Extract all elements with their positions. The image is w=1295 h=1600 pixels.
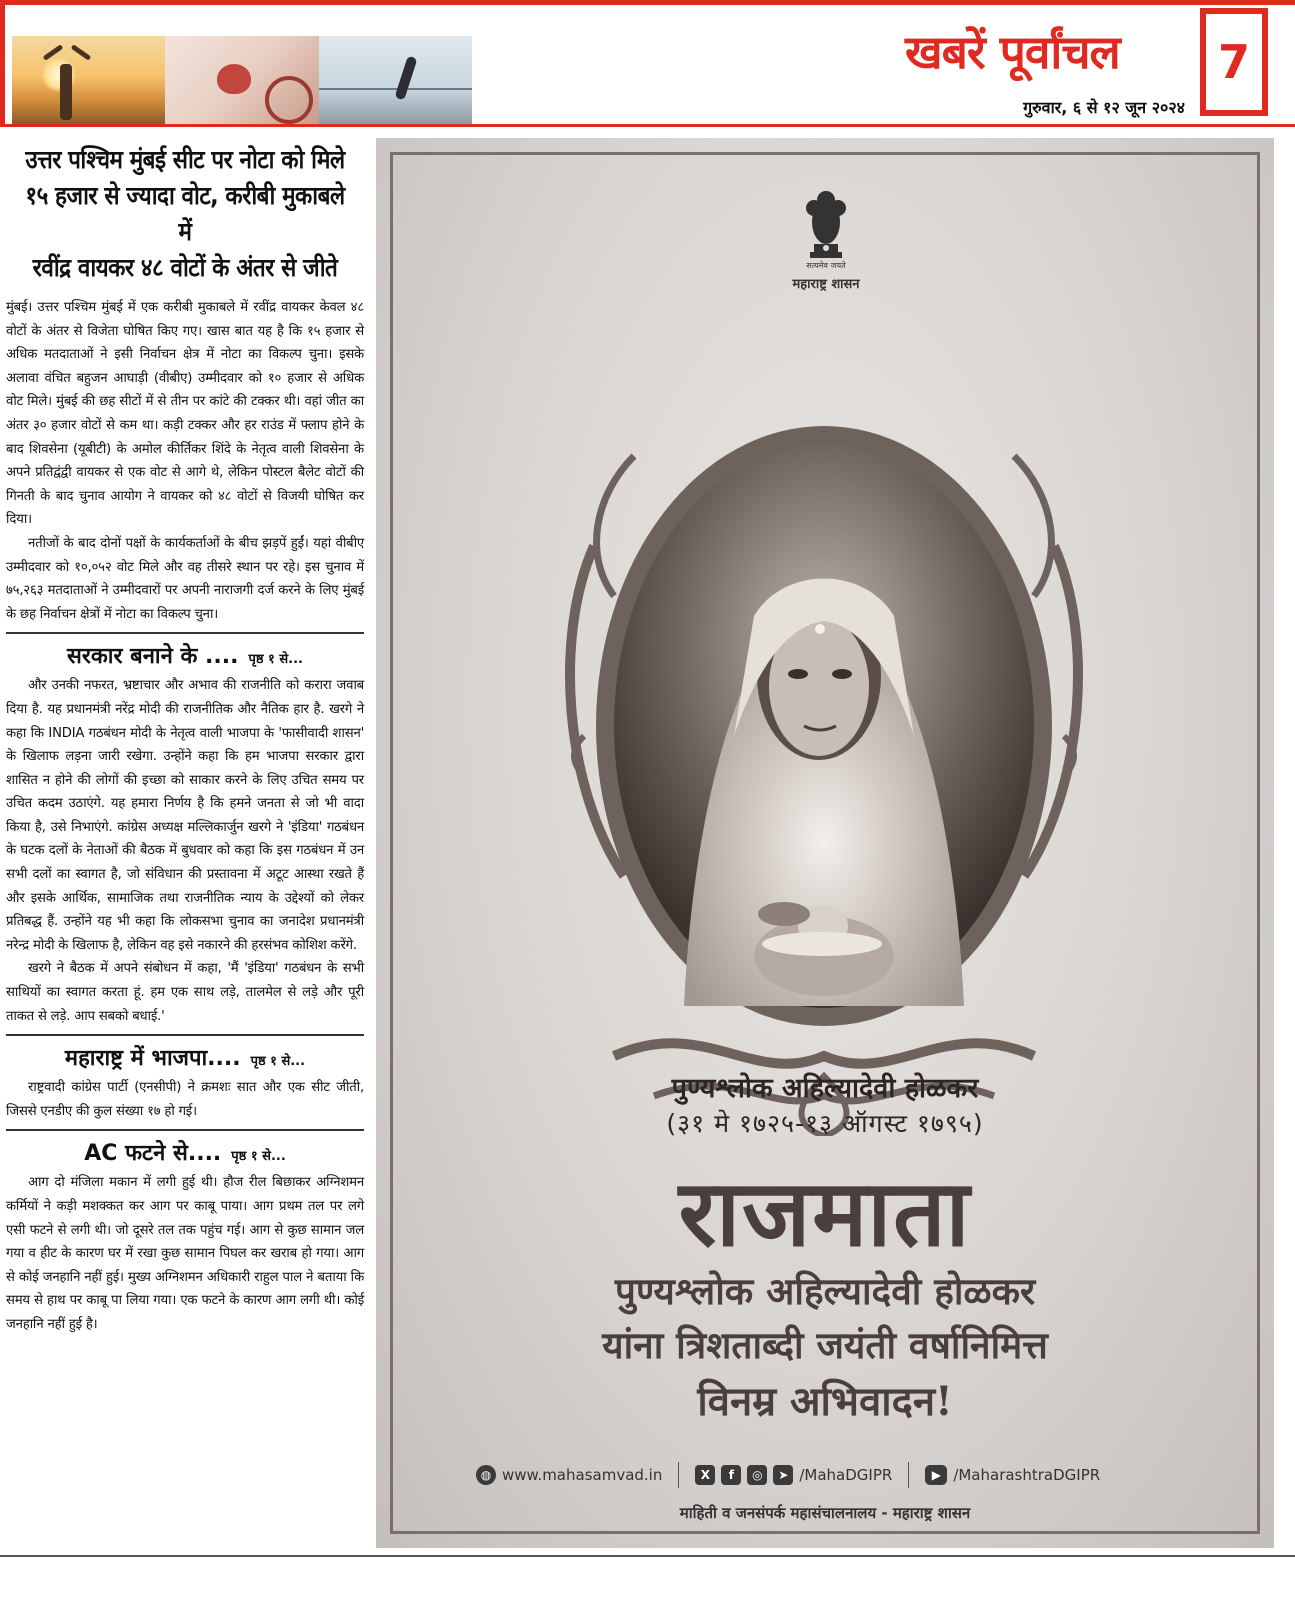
continued-from: पृष्ठ १ से... [231, 1149, 286, 1165]
ad-footer: माहिती व जनसंपर्क महासंचालनालय - महाराष्ट्र शासन [679, 1504, 971, 1522]
tribute-message-line: यांना त्रिशताब्दी जयंती वर्षानिमित्त [602, 1323, 1048, 1367]
tribute-message-line: विनम्र अभिवादन! [697, 1378, 953, 1425]
subhead-title: AC फटने से.... [84, 1141, 222, 1167]
headline-line: उत्तर पश्चिम मुंबई सीट पर नोटा को मिले [25, 145, 345, 174]
subhead-title: सरकार बनाने के .... [67, 644, 239, 670]
telegram-icon[interactable]: ➤ [773, 1465, 793, 1485]
facebook-icon[interactable]: f [721, 1465, 741, 1485]
youtube-icon[interactable]: ▶ [925, 1465, 947, 1485]
story-subhead [6, 1129, 364, 1167]
ornamental-frame [554, 316, 1094, 1136]
sunset-photo [12, 36, 165, 124]
subhead-title: महाराष्ट्र में भाजपा.... [64, 1046, 241, 1072]
ad-headline: राजमाता [678, 1159, 972, 1267]
hands-heart-photo [165, 36, 318, 124]
story-subhead [6, 1034, 364, 1072]
runner-silhouette [394, 56, 417, 101]
left-news-column [6, 142, 364, 1337]
newspaper-brand: खबरें पूर्वांचल [905, 25, 1120, 79]
story-paragraph: खरगे ने बैठक में अपने संबोधन में कहा, 'मैं 'इंडिया' गठबंधन के सभी साथियों का स्वागत करता हूं. हम एक साथ लड़े, तालमेल से लड़े और पूरी ताकत से लड़े. आप सबको बधाई.' [6, 961, 364, 1024]
x-icon[interactable]: X [695, 1465, 715, 1485]
globe-icon: ◍ [476, 1465, 496, 1485]
website-link[interactable]: www.mahasamvad.in [502, 1466, 663, 1484]
headline-line: १५ हजार से ज्यादा वोट, करीबी मुकाबले में [25, 181, 345, 246]
portrait-name: पुण्यश्लोक अहिल्यादेवी होळकर [671, 1073, 979, 1104]
header-photo-banner [12, 36, 472, 124]
issue-date: गुरुवार, ६ से १२ जून २०२४ [1023, 98, 1185, 117]
raised-arm-right [71, 44, 92, 61]
story-paragraph: मुंबई। उत्तर पश्चिम मुंबई में एक करीबी मुकाबले में रवींद्र वायकर केवल ४८ वोटों के अंतर से विजेता घोषित किए गए। खास बात यह है कि १५ हजार से अधिक मतदाताओं ने इसी निर्वाचन क्षेत्र में नोटा का विकल्प चुना। इसके अलावा वंचित बहुजन आघाड़ी (वीबीए) उम्मीदवार को १० हजार से अधिक वोट मिले। मुंबई की छह सीटों में से तीन पर कांटे की टक्कर थी। वहां जीत का अंतर ३० हजार वोटों से कम था। कड़ी टक्कर और हर राउंड में फ्लाप होने के बाद शिवसेना (यूबीटी) के अमोल कीर्तिकर शिंदे के नेतृत्व वाली शिवसेना के अपने प्रतिद्वंद्वी वायकर से एक वोट से आगे थे, लेकिन पोस्टल बैलेट वोटों की गिनती के बाद चुनाव आयोग ने वायकर को ४८ वोटों से विजयी घोषित कर दिया। [6, 300, 364, 528]
story-subhead [6, 632, 364, 670]
continued-from: पृष्ठ १ से... [250, 1054, 306, 1070]
tribute-advertisement [376, 138, 1274, 1548]
page-number: 7 [1200, 8, 1268, 116]
continued-from: पृष्ठ १ से... [248, 652, 303, 668]
railing [319, 88, 472, 90]
woman-silhouette [60, 64, 72, 120]
tribute-message-line: पुण्यश्लोक अहिल्यादेवी होळकर [614, 1269, 1036, 1313]
story-paragraph: और उनकी नफरत, भ्रष्टाचार और अभाव की राजनीति को करारा जवाब दिया है. यह प्रधानमंत्री नरेंद्र मोदी की राजनीतिक और नैतिक हार है. खरगे ने कहा कि INDIA गठबंधन मोदी के नेतृत्व वाली भाजपा के 'फासीवादी शासन' के खिलाफ लड़ना जारी रखेगा. उन्होंने कहा कि हम भाजपा सरकार द्वारा शासित न होने की लोगों की इच्छा को साकार करने के लिए उचित समय पर उचित कदम उठाएंगे. यह हमारा निर्णय है कि हमने जनता से जो भी वादा किया है, उसे निभाएंगे. कांग्रेस अध्यक्ष मल्लिकार्जुन खरगे ने 'इंडिया' गठबंधन के घटक दलों के नेताओं की बैठक में बुधवार को कहा कि इस गठबंधन में उन सभी दलों का स्वागत है, जो संविधान की प्रस्तावना में अटूट आस्था रखते हैं और इसके आर्थिक, सामाजिक तथा राजनीतिक न्याय के उद्देश्यों को लेकर प्रतिबद्ध हैं. उन्होंने यह भी कहा कि लोकसभा चुनाव का जनादेश प्रधानमंत्री नरेन्द्र मोदी के खिलाफ है, लेकिन वह इसे नकारने की हरसंभव कोशिश करेंगे. [6, 678, 364, 953]
emblem-motto: सत्यमेव जयते [806, 261, 846, 270]
headline-line: रवींद्र वायकर ४८ वोटों के अंतर से जीते [32, 253, 338, 282]
stethoscope [265, 76, 313, 124]
page-bottom-rule [0, 1555, 1295, 1557]
story-paragraph: राष्ट्रवादी कांग्रेस पार्टी (एनसीपी) ने क्रमशः सात और एक सीट जीती, जिससे एनडीए की कुल संख्या १७ हो गई। [6, 1080, 364, 1119]
state-emblem [780, 182, 872, 302]
divider [908, 1462, 909, 1488]
header-left-border [0, 0, 5, 125]
story-paragraph: नतीजों के बाद दोनों पक्षों के कार्यकर्ताओं के बीच झड़पें हुईं। यहां वीबीए उम्मीदवार को १०,०५२ वोट मिले और वह तीसरे स्थान पर रहे। इस चुनाव में ७५,२६३ मतदाताओं ने उम्मीदवारों पर अपनी नाराजगी दर्ज करने के लिए मुंबई के छह निर्वाचन क्षेत्रों में नोटा का विकल्प चुना। [6, 535, 364, 622]
youtube-handle[interactable]: /MaharashtraDGIPR [953, 1466, 1101, 1484]
header-top-border [0, 0, 1295, 5]
header-rule [0, 124, 1295, 127]
portrait-frame [554, 316, 1094, 1136]
heart-shape [217, 64, 251, 94]
instagram-icon[interactable]: ◎ [747, 1465, 767, 1485]
ashoka-emblem-icon [780, 182, 872, 262]
divider [678, 1462, 679, 1488]
emblem-caption: महाराष्ट्र शासन [792, 277, 860, 292]
main-headline [24, 142, 346, 286]
story-paragraph: आग दो मंजिला मकान में लगी हुई थी। हौज रील बिछाकर अग्निशमन कर्मियों ने कड़ी मशक्कत कर आग पर काबू पाया। आग प्रथम तल पर लगे एसी फटने से लगी थी। जो दूसरे तल तक पहुंच गई। आग से कुछ सामान जल गया व हीट के कारण घर में रखा कुछ सामान पिघल कर खराब हो गया। आग से कोई जनहानि नहीं हुई। मुख्य अग्निशमन अधिकारी राहुल पाल ने बताया कि समय से हाथ पर काबू पा लिया गया। एक फटने के कारण आग लगी थी। कोई जनहानि नहीं हुई है। [6, 1175, 364, 1332]
portrait-dates: (३१ मे १७२५-१३ ऑगस्ट १७९५) [666, 1109, 984, 1138]
social-handle[interactable]: /MahaDGIPR [799, 1466, 893, 1484]
social-links [476, 1460, 1176, 1490]
runner-photo [319, 36, 472, 124]
